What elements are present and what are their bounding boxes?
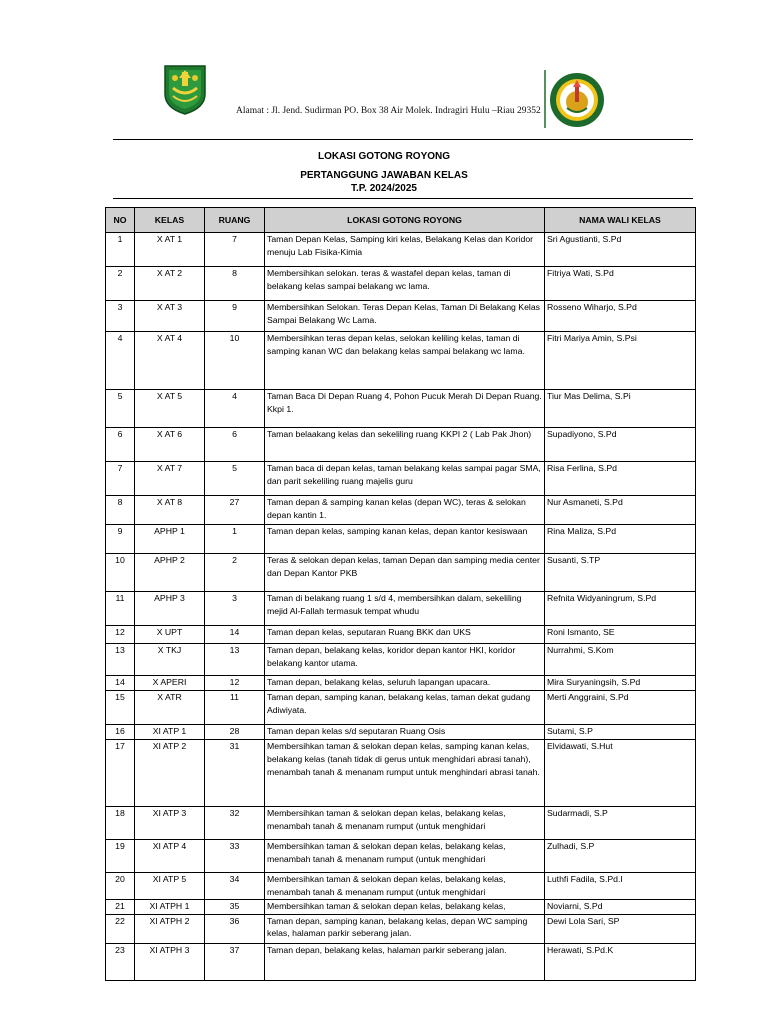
row-no: 8 — [106, 496, 135, 525]
row-no: 7 — [106, 462, 135, 496]
table-row — [106, 725, 696, 740]
row-kelas: APHP 2 — [135, 554, 205, 592]
row-lokasi: Membersihkan selokan. teras & wastafel depan kelas, taman di belakang kelas sampai belakang wc lama. — [265, 267, 545, 301]
row-wali-kelas: Fitriya Wati, S.Pd — [545, 267, 696, 301]
row-lokasi: Membersihkan taman & selokan depan kelas, belakang kelas, — [265, 899, 545, 914]
row-lokasi: Taman Depan Kelas, Samping kiri kelas, Belakang Kelas dan Koridor menuju Lab Fisika-Kimia — [265, 233, 545, 267]
row-ruang: 8 — [205, 267, 265, 301]
row-lokasi: Taman Baca Di Depan Ruang 4, Pohon Pucuk Merah Di Depan Ruang. Kkpi 1. — [265, 390, 545, 428]
row-no: 17 — [106, 740, 135, 807]
row-ruang: 12 — [205, 676, 265, 691]
document-subtitle: PERTANGGUNG JAWABAN KELAS — [300, 170, 468, 181]
row-lokasi: Taman di belakang ruang 1 s/d 4, membersihkan dalam, sekeliling mejid Al-Fallah termasuk tempat whudu — [265, 592, 545, 626]
row-ruang: 28 — [205, 725, 265, 740]
row-ruang: 6 — [205, 428, 265, 462]
row-ruang: 32 — [205, 807, 265, 840]
table-row — [106, 873, 696, 900]
table-row — [106, 592, 696, 626]
header-divider-bottom — [113, 198, 693, 199]
table-row — [106, 428, 696, 462]
table-row — [106, 496, 696, 525]
row-wali-kelas: Elvidawati, S.Hut — [545, 740, 696, 807]
row-lokasi: Membersihkan taman & selokan depan kelas, belakang kelas, menambah tanah & menanam rumput (untuk menghidari — [265, 807, 545, 840]
row-ruang: 34 — [205, 873, 265, 900]
row-kelas: X UPT — [135, 626, 205, 644]
row-kelas: X AT 4 — [135, 332, 205, 390]
row-kelas: XI ATP 1 — [135, 725, 205, 740]
row-lokasi: Taman depan kelas, samping kanan kelas, depan kantor kesiswaan — [265, 525, 545, 554]
table-row — [106, 840, 696, 873]
table-row — [106, 233, 696, 267]
row-ruang: 2 — [205, 554, 265, 592]
row-lokasi: Teras & selokan depan kelas, taman Depan dan samping media center dan Depan Kantor PKB — [265, 554, 545, 592]
table-header-row — [106, 208, 696, 233]
row-no: 11 — [106, 592, 135, 626]
row-lokasi: Membersihkan teras depan kelas, selokan keliling kelas, taman di samping kanan WC dan belakang kelas sampai belakang wc lama. — [265, 332, 545, 390]
row-wali-kelas: Luthfi Fadila, S.Pd.I — [545, 873, 696, 900]
row-wali-kelas: Herawati, S.Pd.K — [545, 943, 696, 980]
row-wali-kelas: Zulhadi, S.P — [545, 840, 696, 873]
row-no: 21 — [106, 899, 135, 914]
table-row — [106, 691, 696, 725]
row-wali-kelas: Supadiyono, S.Pd — [545, 428, 696, 462]
row-kelas: XI ATPH 3 — [135, 943, 205, 980]
row-kelas: X AT 3 — [135, 301, 205, 332]
row-no: 18 — [106, 807, 135, 840]
row-wali-kelas: Nurrahmi, S.Kom — [545, 644, 696, 676]
row-no: 12 — [106, 626, 135, 644]
row-lokasi: Taman depan, samping kanan, belakang kelas, depan WC samping kelas, halaman parkir seberang jalan. — [265, 914, 545, 943]
row-wali-kelas: Dewi Lola Sari, SP — [545, 914, 696, 943]
row-kelas: XI ATP 3 — [135, 807, 205, 840]
row-ruang: 37 — [205, 943, 265, 980]
table-row — [106, 626, 696, 644]
row-lokasi: Taman depan, belakang kelas, seluruh lapangan upacara. — [265, 676, 545, 691]
row-kelas: X AT 7 — [135, 462, 205, 496]
table-row — [106, 525, 696, 554]
row-lokasi: Taman depan, belakang kelas, halaman parkir seberang jalan. — [265, 943, 545, 980]
row-kelas: XI ATPH 1 — [135, 899, 205, 914]
table-row — [106, 267, 696, 301]
row-no: 9 — [106, 525, 135, 554]
row-wali-kelas: Merti Anggraini, S.Pd — [545, 691, 696, 725]
row-wali-kelas: Sudarmadi, S.P — [545, 807, 696, 840]
row-lokasi: Taman depan kelas s/d seputaran Ruang Osis — [265, 725, 545, 740]
row-wali-kelas: Risa Ferlina, S.Pd — [545, 462, 696, 496]
row-wali-kelas: Noviarni, S.Pd — [545, 899, 696, 914]
row-ruang: 11 — [205, 691, 265, 725]
row-wali-kelas: Fitri Mariya Amin, S.Psi — [545, 332, 696, 390]
header-ruang: RUANG — [205, 208, 265, 233]
header-wali-kelas: NAMA WALI KELAS — [545, 208, 696, 233]
row-no: 13 — [106, 644, 135, 676]
row-no: 15 — [106, 691, 135, 725]
row-kelas: X TKJ — [135, 644, 205, 676]
row-lokasi: Taman depan, belakang kelas, koridor depan kantor HKI, koridor belakang kantor utama. — [265, 644, 545, 676]
table-row — [106, 390, 696, 428]
table-row — [106, 554, 696, 592]
table-row — [106, 676, 696, 691]
row-no: 19 — [106, 840, 135, 873]
row-ruang: 10 — [205, 332, 265, 390]
row-wali-kelas: Sri Agustianti, S.Pd — [545, 233, 696, 267]
row-ruang: 5 — [205, 462, 265, 496]
row-kelas: XI ATP 5 — [135, 873, 205, 900]
row-ruang: 3 — [205, 592, 265, 626]
row-wali-kelas: Roni Ismanto, SE — [545, 626, 696, 644]
row-kelas: X AT 1 — [135, 233, 205, 267]
row-ruang: 1 — [205, 525, 265, 554]
row-no: 1 — [106, 233, 135, 267]
row-kelas: X AT 6 — [135, 428, 205, 462]
row-ruang: 13 — [205, 644, 265, 676]
row-no: 10 — [106, 554, 135, 592]
row-no: 14 — [106, 676, 135, 691]
row-kelas: X ATR — [135, 691, 205, 725]
row-lokasi: Taman depan & samping kanan kelas (depan WC), teras & selokan depan kantin 1. — [265, 496, 545, 525]
row-no: 6 — [106, 428, 135, 462]
table-row — [106, 740, 696, 807]
row-wali-kelas: Rina Maliza, S.Pd — [545, 525, 696, 554]
row-ruang: 9 — [205, 301, 265, 332]
row-no: 23 — [106, 943, 135, 980]
row-lokasi: Membersihkan taman & selokan depan kelas, belakang kelas, menambah tanah & menanam rumput (untuk menghidari — [265, 873, 545, 900]
table-row — [106, 914, 696, 943]
row-kelas: XI ATPH 2 — [135, 914, 205, 943]
row-kelas: APHP 1 — [135, 525, 205, 554]
row-lokasi: Taman depan, samping kanan, belakang kelas, taman dekat gudang Adiwiyata. — [265, 691, 545, 725]
school-emblem-logo — [543, 70, 605, 130]
row-no: 4 — [106, 332, 135, 390]
row-no: 5 — [106, 390, 135, 428]
table-row — [106, 332, 696, 390]
row-wali-kelas: Mira Suryaningsih, S.Pd — [545, 676, 696, 691]
row-no: 2 — [106, 267, 135, 301]
row-wali-kelas: Susanti, S.TP — [545, 554, 696, 592]
row-no: 16 — [106, 725, 135, 740]
row-ruang: 35 — [205, 899, 265, 914]
row-kelas: APHP 3 — [135, 592, 205, 626]
row-lokasi: Membersihkan Selokan. Teras Depan Kelas, Taman Di Belakang Kelas Sampai Belakang Wc Lama. — [265, 301, 545, 332]
table-row — [106, 644, 696, 676]
row-kelas: X AT 8 — [135, 496, 205, 525]
regency-emblem-logo — [163, 64, 207, 116]
row-wali-kelas: Tiur Mas Delima, S.Pi — [545, 390, 696, 428]
row-wali-kelas: Sutami, S.P — [545, 725, 696, 740]
row-ruang: 14 — [205, 626, 265, 644]
row-ruang: 7 — [205, 233, 265, 267]
table-row — [106, 462, 696, 496]
table-row — [106, 899, 696, 914]
header-no: NO — [106, 208, 135, 233]
row-ruang: 36 — [205, 914, 265, 943]
row-kelas: X APERI — [135, 676, 205, 691]
school-year: T.P. 2024/2025 — [351, 183, 417, 194]
row-wali-kelas: Refnita Widyaningrum, S.Pd — [545, 592, 696, 626]
row-ruang: 27 — [205, 496, 265, 525]
header-divider-top — [113, 139, 693, 140]
row-wali-kelas: Rosseno Wiharjo, S.Pd — [545, 301, 696, 332]
header-kelas: KELAS — [135, 208, 205, 233]
row-ruang: 31 — [205, 740, 265, 807]
row-no: 3 — [106, 301, 135, 332]
row-kelas: XI ATP 4 — [135, 840, 205, 873]
row-lokasi: Membersihkan taman & selokan depan kelas, belakang kelas, menambah tanah & menanam rumput (untuk menghidari — [265, 840, 545, 873]
row-no: 22 — [106, 914, 135, 943]
row-wali-kelas: Nur Asmaneti, S.Pd — [545, 496, 696, 525]
table-body — [106, 233, 696, 981]
row-no: 20 — [106, 873, 135, 900]
row-lokasi: Membersihkan taman & selokan depan kelas, samping kanan kelas, belakang kelas (tanah tidak di gerus untuk menghidari abrasi tanah), menambah tanah & menanam rumput untuk menghindari abrasi tanah. — [265, 740, 545, 807]
row-ruang: 33 — [205, 840, 265, 873]
header-lokasi: LOKASI GOTONG ROYONG — [265, 208, 545, 233]
row-kelas: X AT 2 — [135, 267, 205, 301]
table-row — [106, 301, 696, 332]
row-lokasi: Taman depan kelas, seputaran Ruang BKK dan UKS — [265, 626, 545, 644]
document-title: LOKASI GOTONG ROYONG — [317, 151, 451, 162]
table-row — [106, 943, 696, 980]
table-row — [106, 807, 696, 840]
row-kelas: XI ATP 2 — [135, 740, 205, 807]
school-address: Alamat : Jl. Jend. Sudirman PO. Box 38 Air Molek. Indragiri Hulu –Riau 29352 — [236, 106, 541, 116]
assignment-table — [105, 207, 696, 981]
row-kelas: X AT 5 — [135, 390, 205, 428]
row-ruang: 4 — [205, 390, 265, 428]
row-lokasi: Taman belaakang kelas dan sekeliling ruang KKPI 2 ( Lab Pak Jhon) — [265, 428, 545, 462]
row-lokasi: Taman baca di depan kelas, taman belakang kelas sampai pagar SMA, dan parit sekeliling ruang majelis guru — [265, 462, 545, 496]
